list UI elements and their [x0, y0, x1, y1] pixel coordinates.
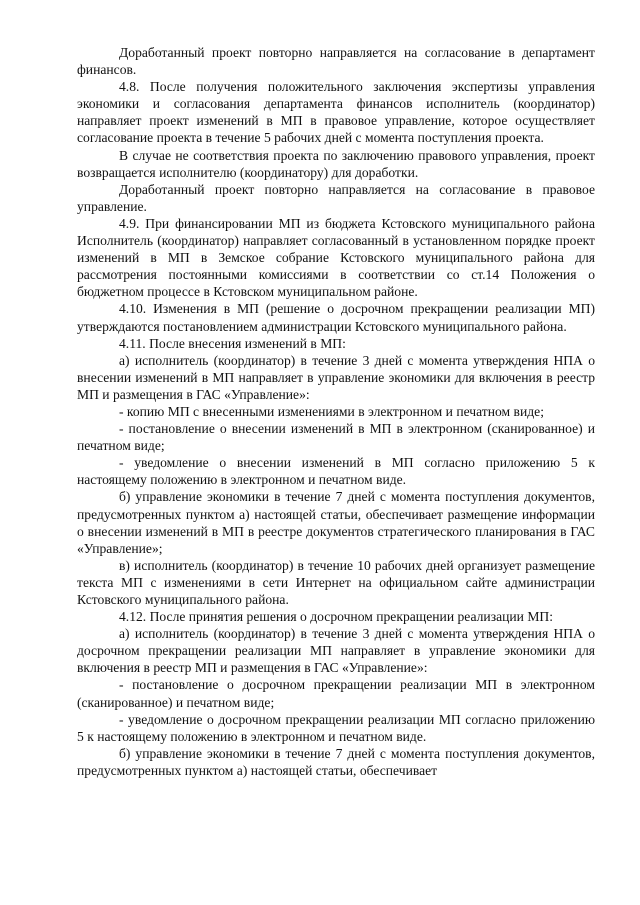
- document-page: [77, 0, 595, 779]
- list-item-resolution: - постановление о внесении изменений в МП в электронном (сканированное) и печатном виде;: [77, 421, 595, 454]
- paragraph-4-11-a: а) исполнитель (координатор) в течение 3 дней с момента утверждения НПА о внесении изменений в МП направляет в управление экономики для включения в реестр МП и размещения в ГАС «Управление»:: [77, 352, 595, 402]
- paragraph-revised-project-finance: Доработанный проект повторно направляется на согласование в департамент финансов.: [77, 45, 595, 78]
- paragraph-4-9: 4.9. При финансировании МП из бюджета Кстовского муниципального района Исполнитель (координатор) направляет согласованный в установленном порядке проект изменений в МП в Земское собрание Кстовского муниципального района для рассмотрения постоянными комиссиями в соответствии со ст.14 Положения о бюджетном процессе в Кстовском муниципальном районе.: [77, 215, 595, 300]
- list-item-early-termination-notification: - уведомление о досрочном прекращении реализации МП согласно приложению 5 к настоящему положению в электронном и печатном виде.: [77, 711, 595, 744]
- paragraph-4-11-b: б) управление экономики в течение 7 дней с момента поступления документов, предусмотренных пунктом а) настоящей статьи, обеспечивает размещение информации о внесении изменений в МП в реестре документов стратегического планирования в ГАС «Управление»;: [77, 489, 595, 556]
- paragraph-4-11-v: в) исполнитель (координатор) в течение 10 рабочих дней организует размещение текста МП с изменениями в сети Интернет на официальном сайте администрации Кстовского муниципального района.: [77, 557, 595, 607]
- paragraph-4-10: 4.10. Изменения в МП (решение о досрочном прекращении реализации МП) утверждаются постановлением администрации Кстовского муниципального района.: [77, 301, 595, 334]
- paragraph-4-8: 4.8. После получения положительного заключения экспертизы управления экономики и согласования департамента финансов исполнитель (координатор) направляет проект изменений в МП в правовое управление, которое осуществляет согласование проекта в течение 5 рабочих дней с момента поступления проекта.: [77, 79, 595, 146]
- list-item-copy-mp: - копию МП с внесенными изменениями в электронном и печатном виде;: [119, 403, 544, 419]
- list-item-notification: - уведомление о внесении изменений в МП согласно приложению 5 к настоящему положению в электронном и печатном виде.: [77, 455, 595, 488]
- paragraph-return-for-revision: В случае не соответствия проекта по заключению правового управления, проект возвращается исполнителю (координатору) для доработки.: [77, 147, 595, 180]
- paragraph-4-12: 4.12. После принятия решения о досрочном прекращении реализации МП:: [119, 609, 554, 625]
- paragraph-revised-project-legal: Доработанный проект повторно направляется на согласование в правовое управление.: [77, 181, 595, 214]
- paragraph-4-12-a: а) исполнитель (координатор) в течение 3 дней с момента утверждения НПА о досрочном прекращении реализации МП направляет в управление экономики для включения в реестр МП и размещения в ГАС «Управление»:: [77, 626, 595, 676]
- list-item-early-termination-resolution: - постановление о досрочном прекращении реализации МП в электронном (сканированное) и печатном виде;: [77, 677, 595, 710]
- paragraph-4-11: 4.11. После внесения изменений в МП:: [119, 335, 346, 351]
- paragraph-4-12-b: б) управление экономики в течение 7 дней с момента поступления документов, предусмотренных пунктом а) настоящей статьи, обеспечивает: [77, 745, 595, 778]
